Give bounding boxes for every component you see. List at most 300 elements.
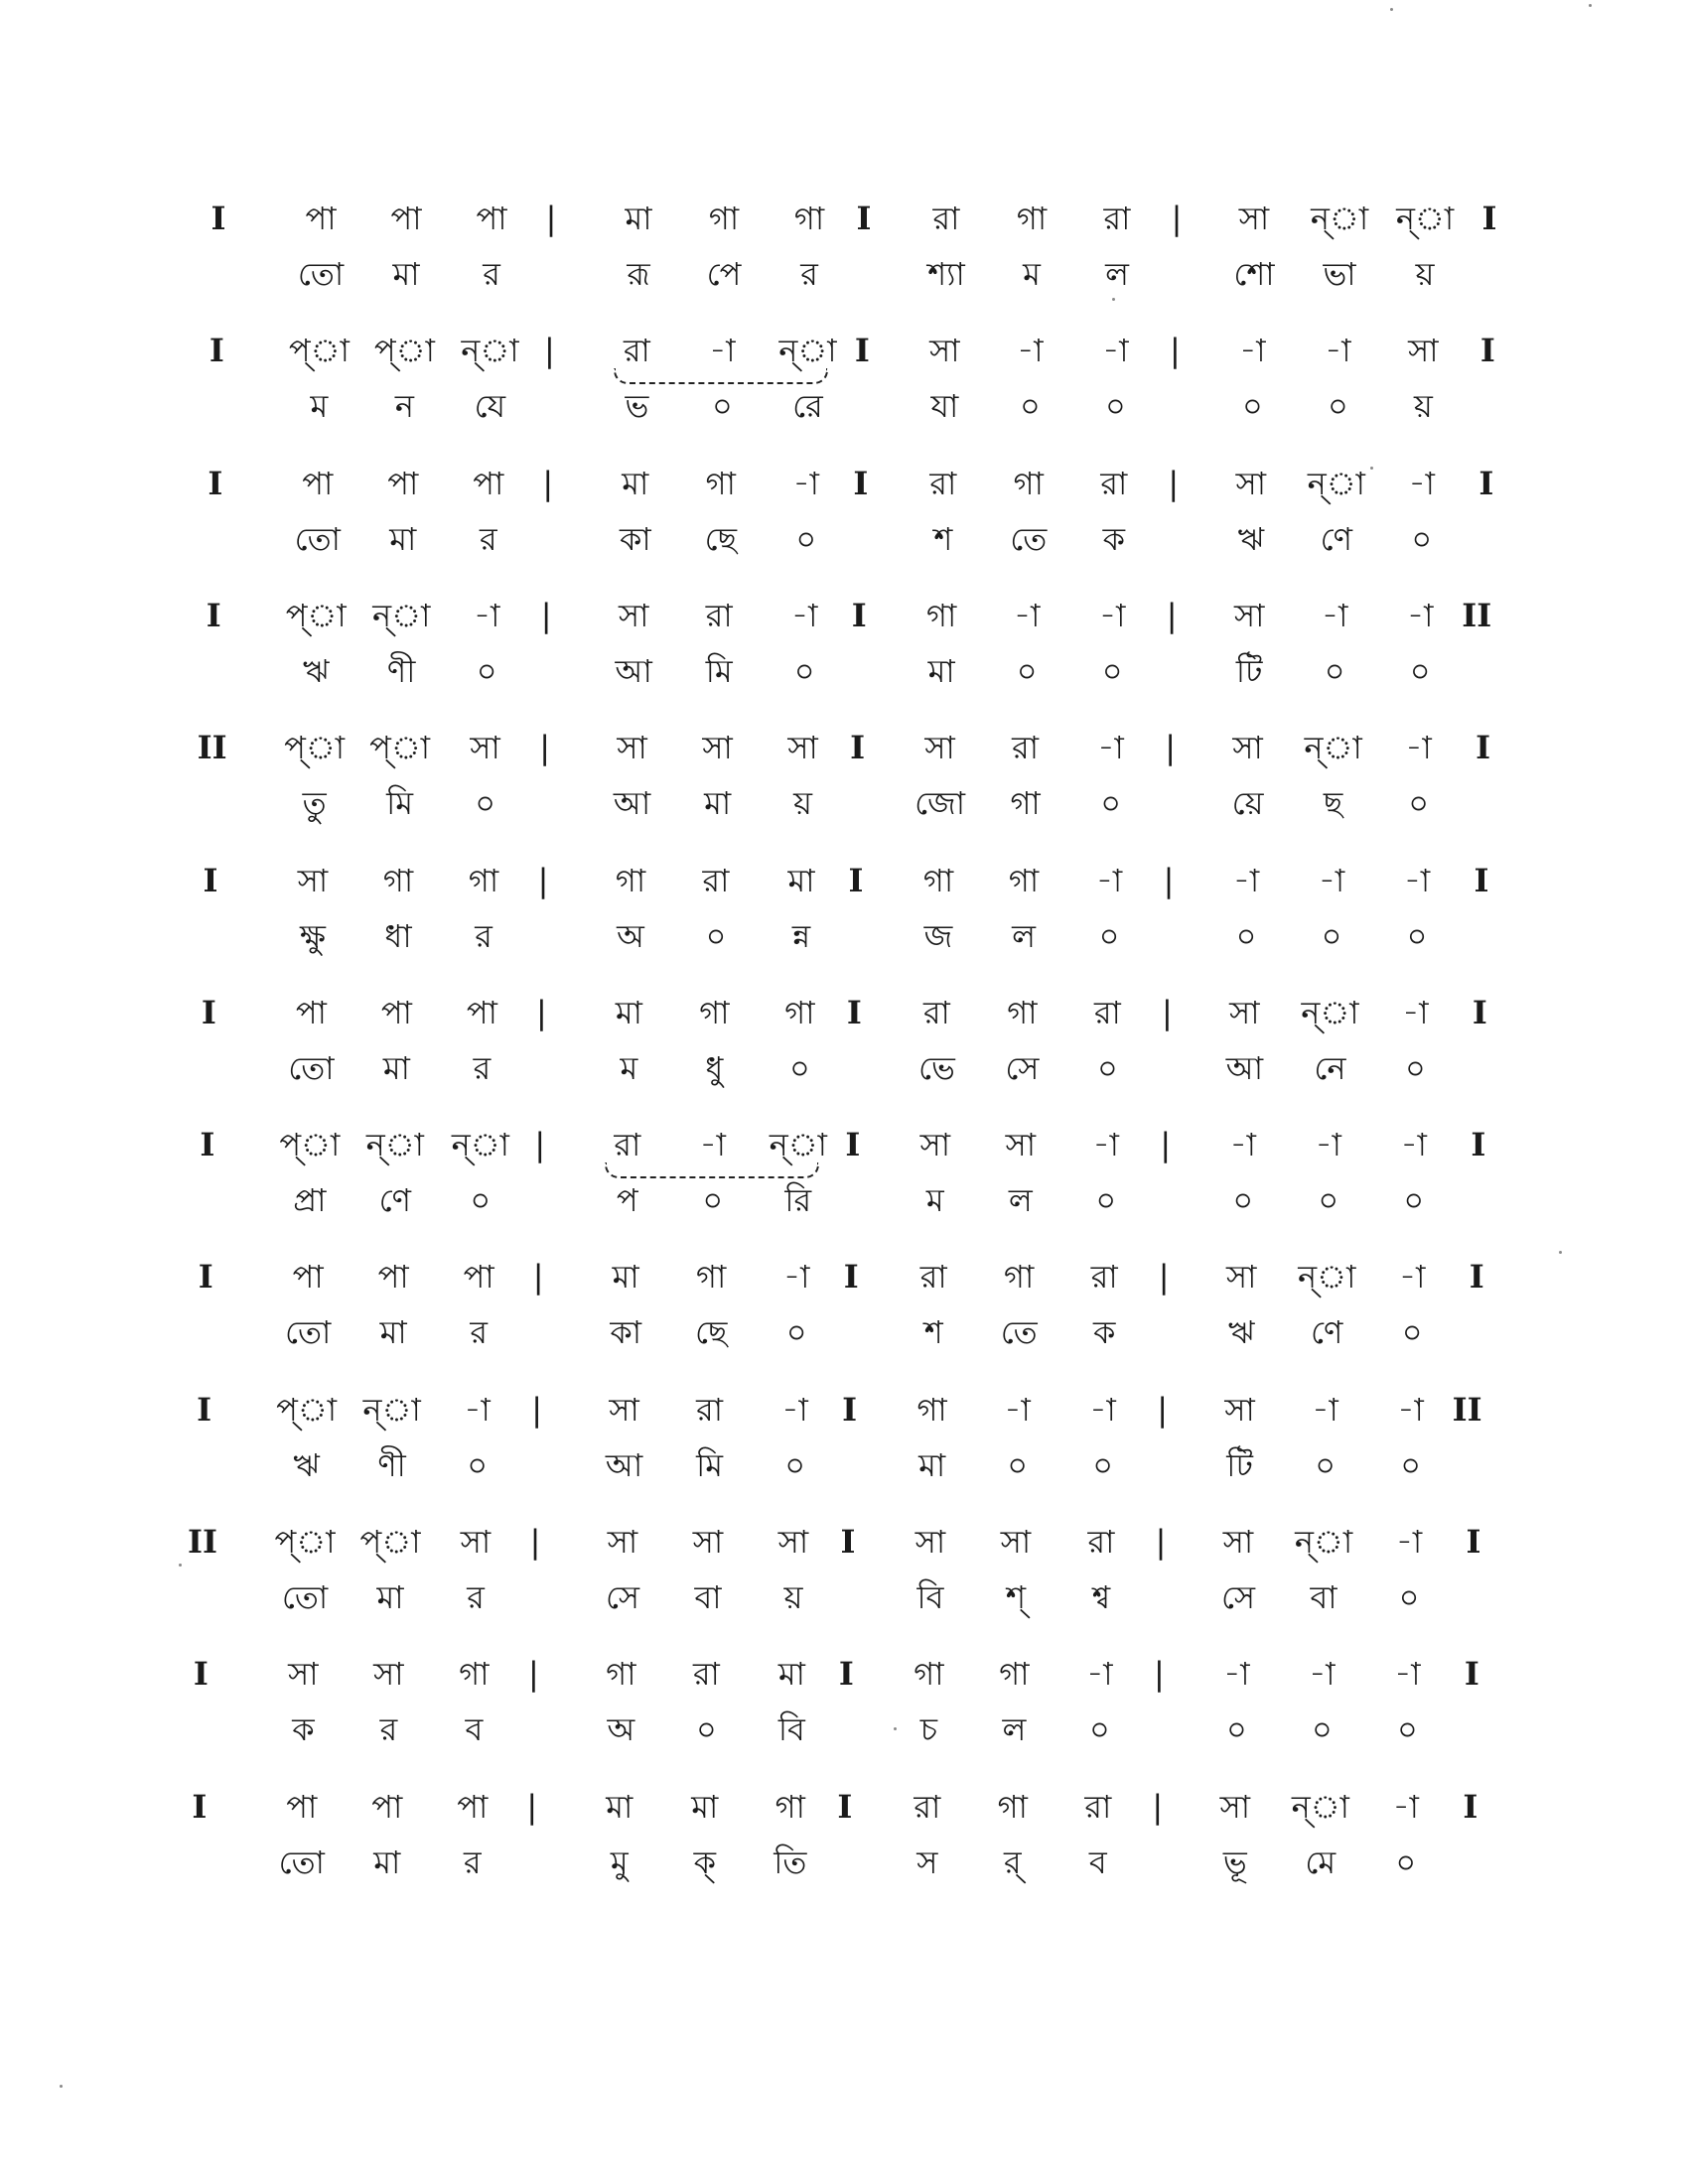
notation-line — [0, 993, 1688, 1112]
note: পা — [457, 1787, 489, 1826]
lyric-syllable: শ্যা — [927, 255, 965, 293]
note: সা — [1005, 1126, 1036, 1164]
barline-minor: | — [529, 1523, 541, 1561]
lyric-syllable: জ — [923, 916, 953, 955]
lyric-syllable: মা — [379, 1313, 407, 1352]
barline-open: I — [206, 596, 221, 634]
note: গা — [1007, 993, 1038, 1031]
note: ন্‌া — [451, 1126, 509, 1164]
lyric-syllable: ঋ — [302, 651, 330, 690]
note: সা — [1238, 200, 1270, 237]
lyric-syllable: অ — [607, 1710, 635, 1749]
barline-minor: | — [537, 861, 549, 899]
lyric-syllable: ধু — [705, 1048, 724, 1087]
note: ন্‌া — [1304, 729, 1362, 767]
note: -া — [1095, 861, 1123, 899]
barline-minor: | — [544, 332, 555, 370]
scan-speck — [1559, 1251, 1562, 1254]
lyric-syllable: ০ — [1019, 387, 1041, 426]
note: পা — [466, 993, 497, 1031]
note: রা — [702, 861, 730, 899]
note: মা — [777, 1655, 805, 1694]
lyric-syllable: র — [379, 1710, 398, 1749]
barline-minor: | — [526, 1787, 538, 1826]
note: রা — [614, 1126, 641, 1164]
note: মা — [691, 1787, 719, 1826]
note: গা — [1016, 200, 1048, 237]
lyric-syllable: তো — [294, 519, 341, 558]
barline-minor: | — [540, 596, 552, 634]
lyric-syllable: ছে — [695, 1313, 728, 1352]
note: -া — [1315, 1126, 1341, 1164]
note: গা — [784, 993, 815, 1031]
lyric-syllable: ০ — [467, 1445, 488, 1484]
note: পা — [377, 1258, 409, 1297]
note: সা — [1233, 596, 1265, 634]
lyric-syllable: ০ — [1241, 387, 1263, 426]
note: সা — [373, 1655, 404, 1694]
lyric-syllable: প্রা — [293, 1181, 327, 1220]
barline-open: I — [203, 861, 218, 899]
lyric-syllable: রি — [784, 1181, 812, 1220]
note: -া — [1309, 1655, 1336, 1694]
lyric-syllable: ০ — [1403, 1181, 1425, 1220]
lyric-syllable: ঋ — [293, 1445, 320, 1484]
lyric-syllable: ০ — [795, 519, 817, 558]
note: প্‌া — [284, 729, 346, 767]
barline-minor: | — [1165, 729, 1176, 767]
note: রা — [932, 200, 960, 237]
lyric-syllable: ০ — [1098, 916, 1120, 955]
note: গা — [922, 861, 954, 899]
note: সা — [702, 729, 733, 767]
lyric-syllable: শ্ব — [1091, 1578, 1111, 1616]
lyric-syllable: শ — [933, 519, 953, 558]
barline-open: II — [197, 729, 227, 767]
note: ন্‌া — [372, 596, 431, 634]
lyric-syllable: তে — [1000, 1313, 1038, 1352]
note: -া — [1325, 332, 1351, 370]
barline-major: I — [851, 596, 867, 634]
lyric-syllable: ছ — [1323, 784, 1343, 823]
note: রা — [922, 993, 950, 1031]
note: ন্‌া — [769, 1126, 827, 1164]
lyric-syllable: য় — [793, 784, 813, 823]
lyric-syllable: প — [616, 1181, 638, 1220]
lyric-syllable: ০ — [1225, 1710, 1247, 1749]
lyric-syllable: র — [483, 255, 500, 293]
lyric-syllable: শ — [923, 1313, 943, 1352]
lyric-syllable: আ — [613, 784, 651, 823]
note: সা — [692, 1523, 724, 1561]
lyric-syllable: শ্ — [1005, 1578, 1027, 1616]
note: মা — [787, 861, 815, 899]
lyric-syllable: ক — [1092, 1313, 1116, 1352]
barline-minor: | — [528, 1655, 539, 1694]
barline-minor: | — [542, 464, 554, 502]
lyric-syllable: ভ — [625, 387, 649, 426]
note: -া — [783, 1258, 810, 1297]
barline-minor: | — [534, 1126, 546, 1164]
note: সা — [914, 1523, 946, 1561]
note: গা — [459, 1655, 490, 1694]
lyric-syllable: মা — [927, 651, 955, 690]
lyric-syllable: ০ — [1406, 916, 1428, 955]
barline-close: I — [1476, 729, 1491, 767]
note: -া — [1097, 729, 1124, 767]
lyric-syllable: ণী — [386, 651, 416, 690]
lyric-syllable: র — [470, 1313, 488, 1352]
lyric-syllable: ০ — [1235, 916, 1257, 955]
note: সা — [1229, 993, 1260, 1031]
lyric-syllable: ল — [1105, 255, 1129, 293]
lyric-syllable: ০ — [1327, 387, 1348, 426]
note: -া — [1086, 1655, 1113, 1694]
note: ন্‌া — [365, 1126, 424, 1164]
lyric-syllable: ০ — [695, 1710, 717, 1749]
notation-line — [0, 464, 1688, 583]
note: মা — [615, 993, 642, 1031]
note: প্‌া — [373, 332, 435, 370]
barline-minor: | — [1154, 1655, 1165, 1694]
lyric-syllable: ছে — [704, 519, 737, 558]
lyric-syllable: তি — [774, 1843, 807, 1881]
barline-close: II — [1452, 1390, 1482, 1429]
lyric-syllable: রূ — [627, 255, 650, 293]
note: প্‌া — [359, 1523, 421, 1561]
note: -া — [792, 464, 819, 502]
note: ন্‌া — [1310, 200, 1369, 237]
lyric-syllable: চ — [919, 1710, 938, 1749]
lyric-syllable: রে — [792, 387, 823, 426]
note: -া — [1394, 1655, 1421, 1694]
note: মা — [625, 200, 652, 237]
lyric-syllable: তো — [288, 1048, 335, 1087]
scan-speck — [179, 1564, 182, 1567]
note: রা — [929, 464, 957, 502]
lyric-syllable: ০ — [1232, 1181, 1254, 1220]
barline-open: I — [211, 200, 226, 237]
barline-close: I — [1469, 1258, 1484, 1297]
lyric-syllable: ণী — [377, 1445, 406, 1484]
barline-major: I — [854, 332, 870, 370]
lyric-syllable: ম — [310, 387, 329, 426]
note: গা — [999, 1655, 1030, 1694]
slur-mark — [614, 368, 828, 384]
lyric-syllable: ভে — [917, 1048, 955, 1087]
note: -া — [1403, 861, 1431, 899]
note: মা — [612, 1258, 639, 1297]
lyric-syllable: ০ — [793, 651, 815, 690]
lyric-syllable: ক্ষু — [300, 916, 326, 955]
note: পা — [292, 1258, 324, 1297]
note: গা — [774, 1787, 805, 1826]
note: গা — [997, 1787, 1028, 1826]
lyric-syllable: ০ — [1104, 387, 1126, 426]
note: গা — [926, 596, 957, 634]
note: পা — [371, 1787, 403, 1826]
note: পা — [302, 464, 334, 502]
note: পা — [476, 200, 507, 237]
barline-open: I — [192, 1787, 208, 1826]
barline-close: I — [1474, 861, 1489, 899]
lyric-syllable: ০ — [702, 1181, 724, 1220]
lyric-syllable: ০ — [1324, 651, 1345, 690]
lyric-syllable: মু — [610, 1843, 629, 1881]
lyric-syllable: মি — [386, 784, 414, 823]
note: সা — [1225, 1258, 1257, 1297]
lyric-syllable: ০ — [711, 387, 733, 426]
note: -া — [1405, 729, 1432, 767]
note: -া — [1400, 1126, 1427, 1164]
barline-close: I — [1466, 1523, 1481, 1561]
note: গা — [708, 200, 740, 237]
lyric-syllable: বি — [777, 1710, 805, 1749]
lyric-syllable: টি — [1235, 651, 1263, 690]
note: সা — [787, 729, 818, 767]
note: ন্‌া — [1294, 1523, 1353, 1561]
note: রা — [1090, 1258, 1118, 1297]
barline-major: I — [856, 200, 872, 237]
barline-open: I — [209, 332, 224, 370]
lyric-syllable: মা — [373, 1843, 401, 1881]
lyric-syllable: ম — [620, 1048, 638, 1087]
note: গা — [606, 1655, 636, 1694]
note: সা — [1408, 332, 1439, 370]
note: গা — [705, 464, 736, 502]
lyric-syllable: সে — [1220, 1578, 1256, 1616]
notation-line — [0, 1522, 1688, 1641]
note: পা — [305, 200, 337, 237]
note: -া — [1102, 332, 1129, 370]
note: ন্‌া — [1307, 464, 1365, 502]
note: -া — [781, 1390, 808, 1429]
note: ন্‌া — [1298, 1258, 1356, 1297]
note: -া — [1399, 1258, 1426, 1297]
lyric-syllable: ম — [1023, 255, 1041, 293]
note: সা — [919, 1126, 950, 1164]
lyric-syllable: যে — [474, 387, 506, 426]
note: সা — [1219, 1787, 1250, 1826]
lyric-syllable: বা — [1310, 1578, 1337, 1616]
lyric-syllable: ০ — [1408, 784, 1429, 823]
lyric-syllable: পে — [706, 255, 742, 293]
lyric-syllable: মে — [1305, 1843, 1336, 1881]
note: -া — [464, 1390, 491, 1429]
lyric-syllable: বা — [694, 1578, 722, 1616]
note: রা — [696, 1390, 724, 1429]
barline-minor: | — [532, 1258, 544, 1297]
note: -া — [1239, 332, 1266, 370]
lyric-syllable: ন — [394, 387, 414, 426]
note: -া — [1397, 1390, 1424, 1429]
lyric-syllable: র — [800, 255, 818, 293]
note: গা — [615, 861, 646, 899]
notation-line — [0, 1257, 1688, 1376]
note: সা — [777, 1523, 809, 1561]
note: গা — [1013, 464, 1044, 502]
barline-minor: | — [1162, 993, 1173, 1031]
note: -া — [1395, 1523, 1423, 1561]
note: প্‌া — [288, 332, 350, 370]
lyric-syllable: র — [475, 916, 492, 955]
scan-speck — [894, 1727, 897, 1730]
lyric-syllable: ০ — [1411, 519, 1433, 558]
lyric-syllable: ল — [1012, 916, 1036, 955]
lyric-syllable: র — [463, 1843, 482, 1881]
lyric-syllable: ০ — [1400, 1445, 1421, 1484]
note: -া — [1017, 332, 1044, 370]
lyric-syllable: তো — [297, 255, 345, 293]
note: পা — [286, 1787, 318, 1826]
barline-minor: | — [1171, 200, 1183, 237]
note: সা — [609, 1390, 639, 1429]
note: -া — [1092, 1126, 1119, 1164]
lyric-syllable: ০ — [1409, 651, 1431, 690]
lyric-syllable: মা — [382, 1048, 410, 1087]
barline-open: I — [198, 1258, 213, 1297]
barline-major: I — [845, 1126, 861, 1164]
note: ন্‌া — [1291, 1787, 1349, 1826]
lyric-syllable: নে — [1314, 1048, 1346, 1087]
note: রা — [705, 596, 733, 634]
lyric-syllable: বি — [916, 1578, 944, 1616]
lyric-syllable: মা — [376, 1578, 404, 1616]
note: সা — [460, 1523, 492, 1561]
barline-minor: | — [1152, 1787, 1164, 1826]
lyric-syllable: তো — [278, 1843, 325, 1881]
note: -া — [1089, 1390, 1116, 1429]
barline-minor: | — [1158, 1258, 1170, 1297]
lyric-syllable: মি — [696, 1445, 724, 1484]
note: ন্‌া — [778, 332, 837, 370]
barline-close: I — [1472, 993, 1487, 1031]
note: -া — [474, 596, 500, 634]
note: রা — [1012, 729, 1040, 767]
lyric-syllable: তো — [281, 1578, 329, 1616]
lyric-syllable: ০ — [1016, 651, 1038, 690]
note: গা — [916, 1390, 947, 1429]
lyric-syllable: ০ — [1321, 916, 1342, 955]
note: -া — [1322, 596, 1348, 634]
note: -া — [1407, 596, 1434, 634]
note: সা — [1232, 729, 1263, 767]
barline-major: I — [850, 729, 866, 767]
lyric-syllable: ০ — [1311, 1710, 1333, 1749]
note: প্‌া — [276, 1390, 338, 1429]
lyric-syllable: অ — [617, 916, 644, 955]
note: গা — [382, 861, 414, 899]
note: -া — [791, 596, 818, 634]
note: সা — [1000, 1523, 1032, 1561]
lyric-syllable: ম — [925, 1181, 944, 1220]
lyric-syllable: তু — [302, 784, 327, 823]
note: রা — [919, 1258, 947, 1297]
lyric-syllable: গা — [1010, 784, 1041, 823]
scan-speck — [60, 2085, 63, 2088]
note: সা — [1222, 1523, 1254, 1561]
note: ন্‌া — [461, 332, 519, 370]
lyric-syllable: ০ — [705, 916, 727, 955]
lyric-syllable: আ — [1225, 1048, 1264, 1087]
lyric-syllable: ০ — [784, 1445, 805, 1484]
lyric-syllable: য়ে — [1231, 784, 1264, 823]
barline-minor: | — [1157, 1390, 1168, 1429]
note: রা — [1087, 1523, 1115, 1561]
lyric-syllable: মা — [392, 255, 420, 293]
barline-minor: | — [531, 1390, 542, 1429]
lyric-syllable: ক — [1102, 519, 1125, 558]
note: ন্‌া — [362, 1390, 421, 1429]
lyric-syllable: সে — [1005, 1048, 1040, 1087]
lyric-syllable: ০ — [1396, 1710, 1418, 1749]
note: সা — [607, 1523, 638, 1561]
barline-major: I — [843, 1258, 859, 1297]
lyric-syllable: ঋ — [1237, 519, 1265, 558]
barline-major: I — [840, 1523, 856, 1561]
notation-line — [0, 199, 1688, 318]
lyric-syllable: ন্ন — [791, 916, 811, 955]
lyric-syllable: ০ — [1007, 1445, 1028, 1484]
note: রা — [1103, 200, 1131, 237]
lyric-syllable: যা — [930, 387, 959, 426]
note: রা — [1093, 993, 1121, 1031]
note: প্‌া — [285, 596, 347, 634]
note: -া — [1232, 861, 1260, 899]
barline-major: I — [837, 1787, 853, 1826]
note: -া — [1004, 1390, 1031, 1429]
lyric-syllable: ঋ — [1227, 1313, 1255, 1352]
note: -া — [709, 332, 736, 370]
lyric-syllable: টি — [1226, 1445, 1253, 1484]
note: সা — [470, 729, 500, 767]
barline-open: I — [193, 1655, 209, 1694]
lyric-syllable: য় — [1415, 255, 1435, 293]
note: প্‌া — [279, 1126, 341, 1164]
note: গা — [696, 1258, 727, 1297]
barline-open: I — [197, 1390, 212, 1429]
notation-line — [0, 1654, 1688, 1773]
note: পা — [387, 464, 419, 502]
barline-close: I — [1471, 1126, 1486, 1164]
barline-close: I — [1478, 464, 1494, 502]
barline-open: I — [208, 464, 223, 502]
note: -া — [1229, 1126, 1256, 1164]
lyric-syllable: ০ — [1095, 1181, 1117, 1220]
lyric-syllable: ধা — [384, 916, 412, 955]
lyric-syllable: কা — [610, 1313, 642, 1352]
lyric-syllable: র — [467, 1578, 485, 1616]
note: -া — [1318, 861, 1345, 899]
barline-major: I — [848, 861, 864, 899]
note: রা — [914, 1787, 941, 1826]
lyric-syllable: মা — [389, 519, 417, 558]
lyric-syllable: ০ — [1318, 1181, 1339, 1220]
note: ন্‌া — [1395, 200, 1455, 237]
note: গা — [1004, 1258, 1035, 1297]
barline-close: I — [1481, 200, 1497, 237]
lyric-syllable: ল — [1002, 1710, 1027, 1749]
note: মা — [622, 464, 649, 502]
lyric-syllable: স — [916, 1843, 938, 1881]
lyric-syllable: ০ — [788, 1048, 810, 1087]
lyric-syllable: ০ — [1395, 1843, 1417, 1881]
lyric-syllable: য় — [1413, 387, 1433, 426]
note: গা — [699, 993, 730, 1031]
barline-major: I — [846, 993, 862, 1031]
lyric-syllable: আ — [605, 1445, 643, 1484]
lyric-syllable: মি — [705, 651, 733, 690]
